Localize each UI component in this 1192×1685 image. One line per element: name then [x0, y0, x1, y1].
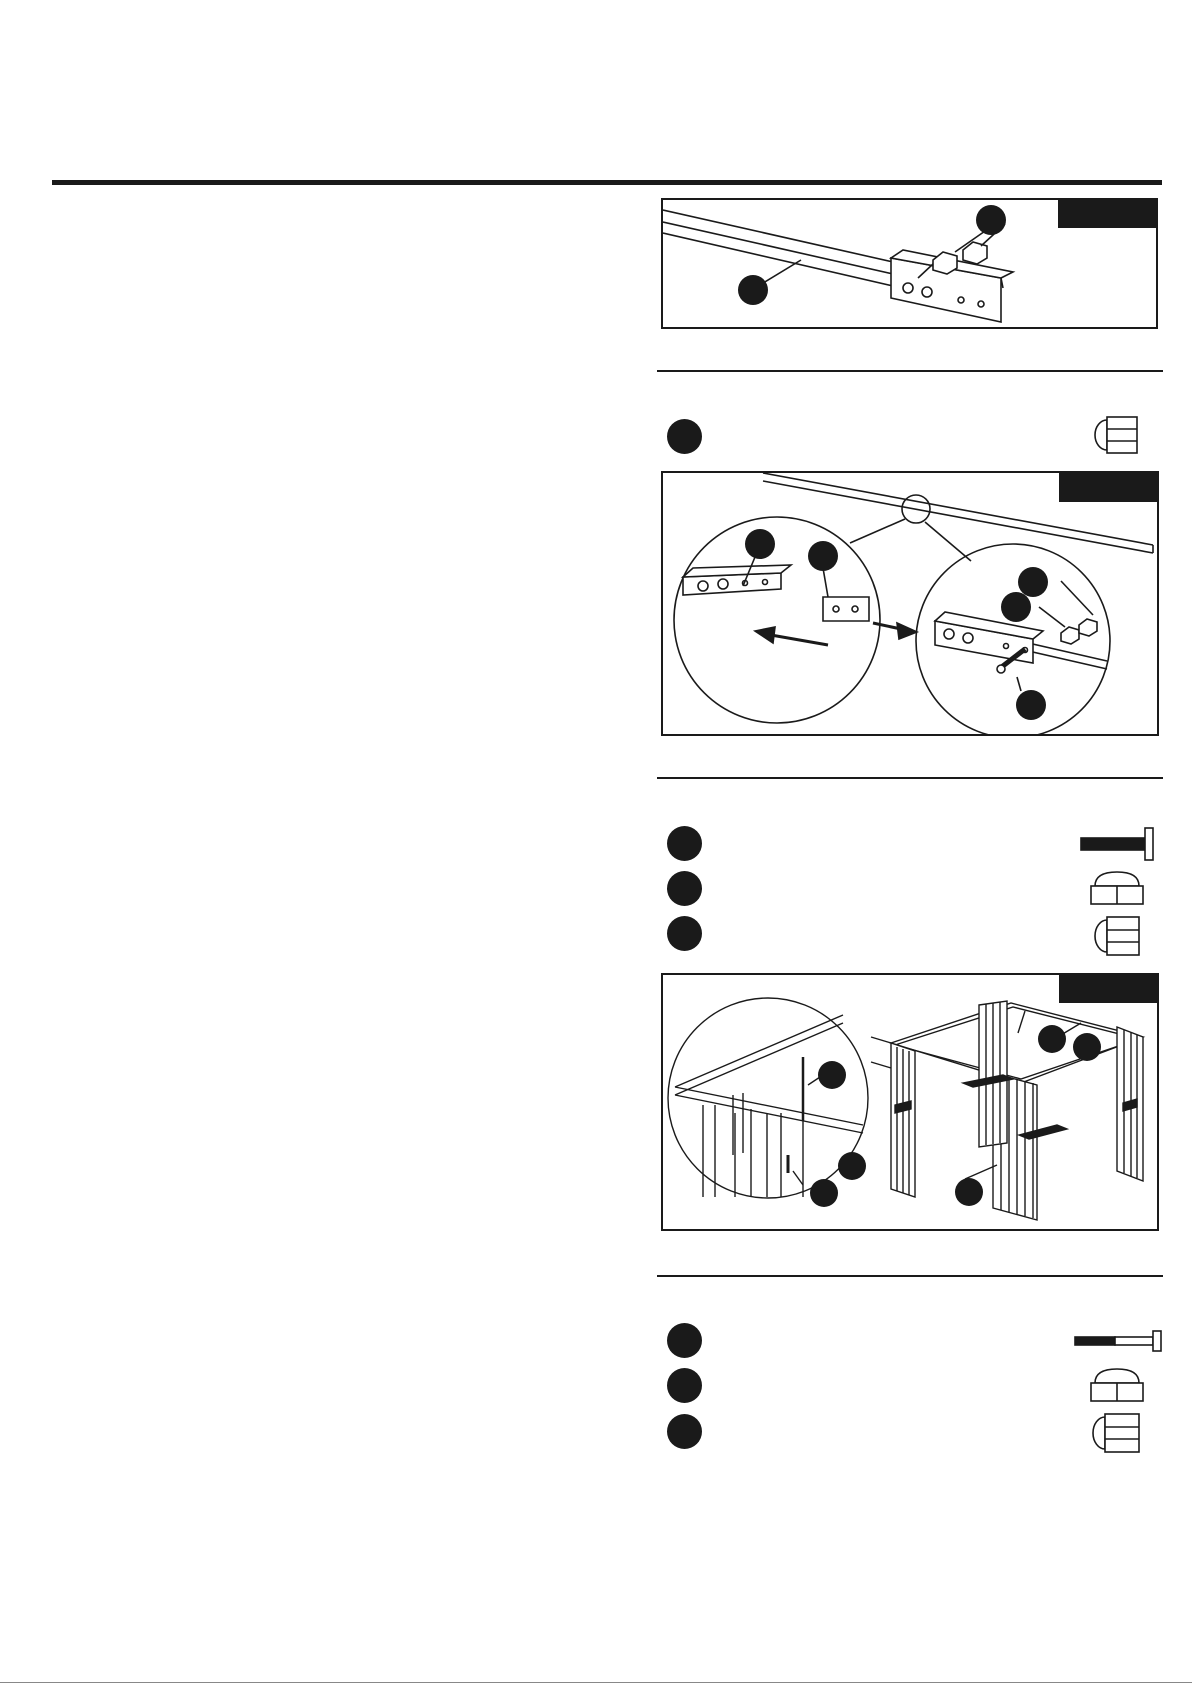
- callout-bubble: [738, 275, 768, 305]
- illustration-panel-rail-detail: [661, 198, 1158, 329]
- callout-bubble: [1001, 592, 1031, 622]
- footer-rule: [0, 1682, 1192, 1683]
- step-tab: [1058, 200, 1156, 228]
- rail-joint-illustration: [663, 473, 1159, 736]
- hardware-bubble: [667, 871, 702, 906]
- callout-bubble: [808, 541, 838, 571]
- callout-bubble: [810, 1179, 838, 1207]
- section-divider: [657, 1275, 1163, 1277]
- hardware-bubble: [667, 826, 702, 861]
- callout-bubble: [1073, 1033, 1101, 1061]
- callout-bubble: [1038, 1025, 1066, 1053]
- callout-bubble: [818, 1061, 846, 1089]
- step-tab: [1059, 473, 1157, 502]
- section-divider: [657, 370, 1163, 372]
- callout-bubble: [745, 529, 775, 559]
- hardware-bubble: [667, 1368, 702, 1403]
- callout-bubble: [838, 1152, 866, 1180]
- callout-bubble: [955, 1178, 983, 1206]
- nut-side-view-icon: [1089, 1411, 1143, 1455]
- hardware-bubble: [667, 419, 702, 454]
- washer-icon: [1089, 1363, 1145, 1403]
- step-tab: [1059, 975, 1157, 1003]
- illustration-panel-rail-joint: [661, 471, 1159, 736]
- hardware-bubble: [667, 1323, 702, 1358]
- long-bolt-icon: [1073, 1329, 1165, 1353]
- hardware-bubble: [667, 916, 702, 951]
- nut-side-view-icon: [1091, 414, 1141, 456]
- section-divider: [657, 777, 1163, 779]
- nut-side-view-icon: [1091, 914, 1143, 958]
- illustration-panel-frame-assembly: [661, 973, 1159, 1231]
- bolt-icon: [1079, 826, 1157, 862]
- hardware-bubble: [667, 1414, 702, 1449]
- header-rule: [52, 180, 1162, 185]
- callout-bubble: [976, 205, 1006, 235]
- frame-assembly-illustration: [663, 975, 1159, 1231]
- callout-bubble: [1016, 690, 1046, 720]
- washer-icon: [1089, 866, 1145, 906]
